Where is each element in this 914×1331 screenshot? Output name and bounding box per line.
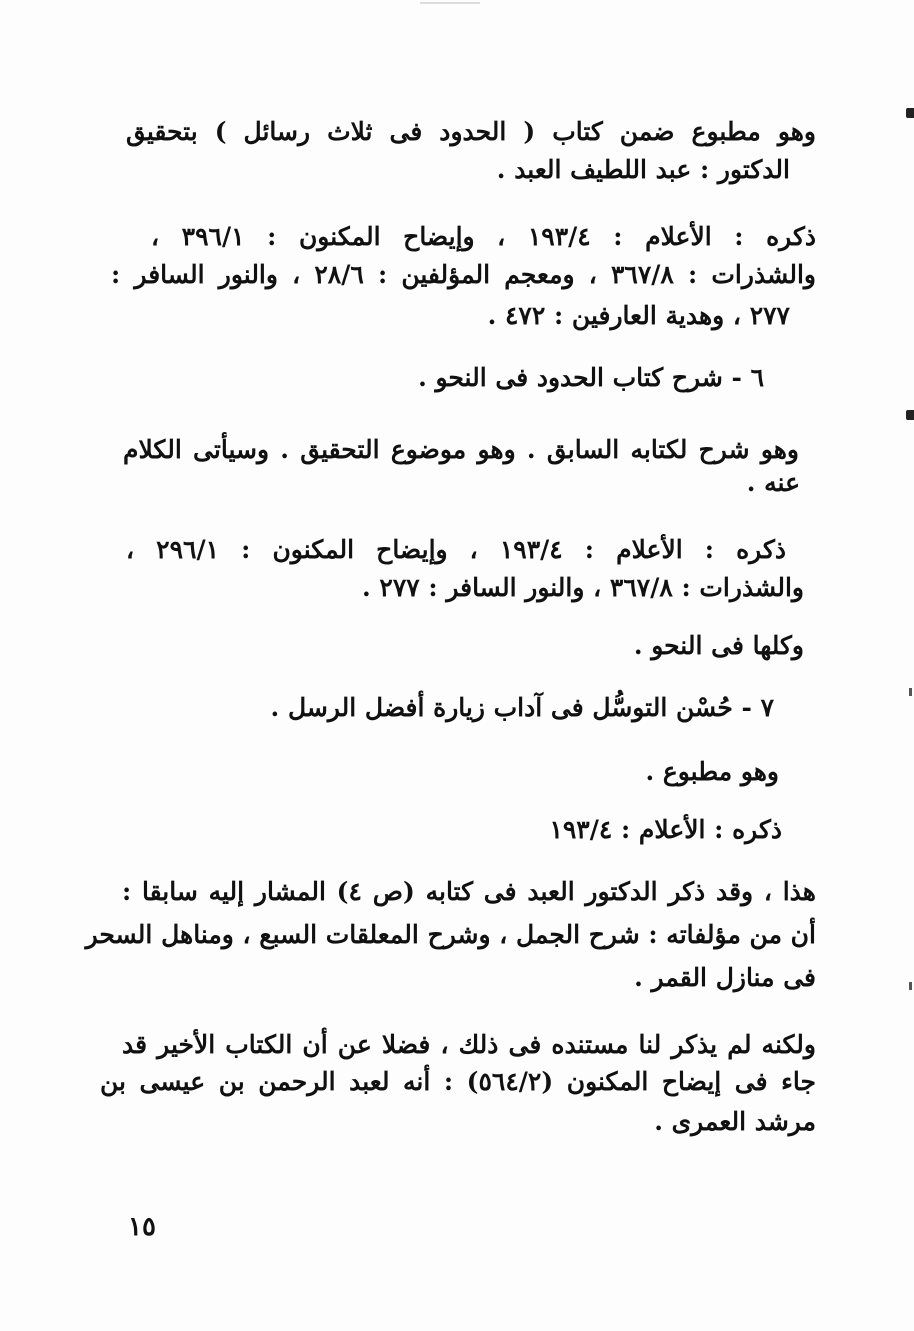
page-number: ١٥ [128,1212,156,1242]
text-line: والشذرات : ٣٦٧/٨ ، والنور السافر : ٢٧٧ . [361,573,804,602]
section-heading: ٦ - شرح كتاب الحدود فى النحو . [418,363,764,392]
section-heading: ٧ - حُسْن التوسُّل فى آداب زيارة أفضل الرسل . [270,693,774,722]
scan-smudge [420,2,480,4]
scan-edge-mark [906,410,914,420]
text-line: ذكره : الأعلام : ١٩٣/٤ ، وإيضاح المكنون : ٢٩٦/١ ، [126,535,786,564]
text-line: وهو مطبوع ضمن كتاب ( الحدود فى ثلاث رسائل ) بتحقيق [126,117,816,146]
text-line: وكلها فى النحو . [633,631,804,660]
text-line: مرشد العمرى . [654,1107,816,1136]
text-line: عنه . [746,468,800,497]
scan-edge-mark [909,982,912,990]
text-line: ذكره : الأعلام : ١٩٣/٤ [549,815,782,844]
text-line: الدكتور : عبد اللطيف العبد . [496,155,790,184]
scan-edge-mark [909,688,912,696]
text-line: والشذرات : ٣٦٧/٨ ، ومعجم المؤلفين : ٢٨/٦ ، والنور السافر : [111,260,817,289]
text-line: ٢٧٧ ، وهدية العارفين : ٤٧٢ . [487,301,790,330]
text-line: أن من مؤلفاته : شرح الجمل ، وشرح المعلقات السبع ، ومناهل السحر [85,920,816,949]
text-line: ولكنه لم يذكر لنا مستنده فى ذلك ، فضلا عن أن الكتاب الأخير قد [122,1030,816,1059]
text-line: هذا ، وقد ذكر الدكتور العبد فى كتابه (ص ٤) المشار إليه سابقا : [122,877,816,906]
text-line: وهو شرح لكتابه السابق . وهو موضوع التحقيق . وسيأتى الكلام [123,435,799,464]
scan-edge-mark [906,108,914,118]
text-line: جاء فى إيضاح المكنون (٥٦٤/٢) : أنه لعبد الرحمن بن عيسى بن [100,1067,816,1096]
text-line: فى منازل القمر . [634,963,816,992]
text-line: ذكره : الأعلام : ١٩٣/٤ ، وإيضاح المكنون : ٣٩٦/١ ، [151,222,816,251]
text-line: وهو مطبوع . [645,757,779,786]
